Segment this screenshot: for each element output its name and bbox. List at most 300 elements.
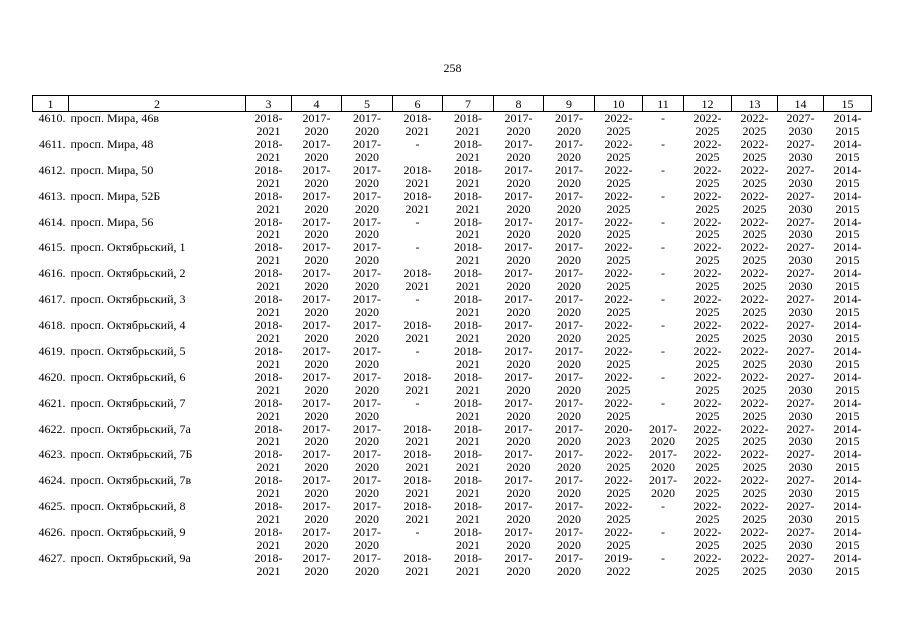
row-number: 4624. (38, 474, 66, 488)
row-number: 4627. (38, 551, 66, 565)
period-cell-col12: 2022- 2025 (693, 267, 722, 294)
period-cell-col10: 2022- 2025 (604, 137, 633, 164)
period-cell-col15: 2014- 2015 (833, 111, 862, 138)
period-cell-col5: 2017- 2020 (353, 551, 381, 578)
period-cell-col8: 2017- 2020 (504, 344, 533, 371)
address: просп. Октябрьский, 7а (70, 422, 191, 436)
table-row (33, 190, 872, 216)
period-cell-col14: 2027- 2030 (786, 370, 815, 397)
period-cell-col13: 2022- 2025 (740, 163, 769, 190)
period-cell-col10: 2019- 2022 (604, 551, 633, 578)
period-cell-col8: 2017- 2020 (504, 551, 533, 578)
table-row (33, 319, 872, 345)
period-cell-col13: 2022- 2025 (740, 526, 769, 552)
period-cell-col4: 2017- 2020 (302, 111, 331, 138)
period-cell-col6: 2018- 2021 (403, 163, 432, 190)
row-number: 4617. (38, 293, 66, 307)
period-cell-col13: 2022- 2025 (740, 293, 769, 319)
address: просп. Мира, 50 (70, 163, 154, 177)
period-cell-col12: 2022- 2025 (693, 422, 722, 449)
period-cell-col3: 2018- 2021 (254, 500, 283, 526)
period-cell-col4: 2017- 2020 (302, 344, 331, 371)
period-cell-col15: 2014- 2015 (833, 448, 862, 475)
address: просп. Октябрьский, 4 (70, 319, 186, 332)
period-cell-col8: 2017- 2020 (504, 319, 533, 345)
period-cell-col13: 2022- 2025 (740, 111, 769, 138)
period-cell-col12: 2022- 2025 (693, 163, 722, 190)
table-row (33, 216, 872, 242)
period-cell-col12: 2022- 2025 (693, 500, 722, 526)
period-cell-col12: 2022- 2025 (693, 319, 722, 345)
column-header-1: 1 (33, 96, 69, 112)
period-cell-col10: 2022- 2025 (604, 500, 633, 526)
period-cell-col13: 2022- 2025 (740, 189, 769, 216)
period-cell-col14: 2027- 2030 (786, 189, 815, 216)
period-cell-col14: 2027- 2030 (786, 344, 815, 371)
period-cell-col10: 2022- 2025 (604, 163, 633, 190)
period-cell-col12: 2022- 2025 (693, 370, 722, 397)
address: просп. Октябрьский, 7 (70, 396, 186, 410)
period-cell-col7: 2018- 2021 (454, 344, 482, 371)
period-cell-col14: 2027- 2030 (786, 215, 815, 242)
period-cell-col4: 2017- 2020 (302, 215, 331, 242)
address: просп. Мира, 52Б (70, 189, 161, 203)
period-cell-col15: 2014- 2015 (833, 319, 862, 345)
period-cell-col14: 2027- 2030 (786, 448, 815, 475)
period-cell-col8: 2017- 2020 (504, 163, 533, 190)
period-cell-col7: 2018- 2021 (454, 189, 482, 216)
period-cell-col15: 2014- 2015 (833, 189, 862, 216)
period-cell-col8: 2017- 2020 (504, 215, 533, 242)
column-header-2: 2 (69, 96, 246, 112)
period-cell-col7: 2018- 2021 (454, 500, 482, 526)
period-cell-col9: 2017- 2020 (555, 163, 583, 190)
period-cell-col8: 2017- 2020 (504, 500, 533, 526)
period-cell-col3: 2018- 2021 (254, 319, 283, 345)
period-cell-col13: 2022- 2025 (740, 241, 769, 268)
period-cell-col14: 2027- 2030 (786, 500, 815, 526)
table-header-row (33, 96, 872, 112)
period-cell-col3: 2018- 2021 (254, 448, 283, 475)
period-cell-col6: - (415, 241, 420, 255)
period-cell-col14: 2027- 2030 (786, 526, 815, 552)
period-cell-col5: 2017- 2020 (353, 319, 381, 345)
period-cell-col13: 2022- 2025 (740, 500, 769, 526)
period-cell-col10: 2022- 2025 (604, 474, 633, 501)
period-cell-col6: 2018- 2021 (403, 370, 432, 397)
period-cell-col10: 2022- 2025 (604, 215, 633, 242)
period-cell-col11: - (661, 396, 665, 410)
period-cell-col15: 2014- 2015 (833, 137, 862, 164)
period-cell-col3: 2018- 2021 (254, 163, 283, 190)
period-cell-col10: 2022- 2025 (604, 293, 633, 319)
period-cell-col15: 2014- 2015 (833, 163, 862, 190)
period-cell-col10: 2022- 2025 (604, 241, 633, 268)
address: просп. Октябрьский, 7Б (70, 448, 193, 462)
period-cell-col13: 2022- 2025 (740, 137, 769, 164)
period-cell-col14: 2027- 2030 (786, 137, 815, 164)
row-number: 4618. (38, 319, 66, 332)
period-cell-col6: - (415, 526, 420, 539)
period-cell-col11: - (661, 526, 665, 539)
period-cell-col6: - (415, 293, 420, 307)
period-cell-col6: 2018- 2021 (403, 319, 432, 345)
row-number: 4619. (38, 344, 66, 358)
period-cell-col9: 2017- 2020 (555, 474, 583, 501)
table-row (33, 293, 872, 319)
period-cell-col3: 2018- 2021 (254, 189, 283, 216)
period-cell-col9: 2017- 2020 (555, 241, 583, 268)
table-row (33, 164, 872, 190)
table-row (33, 500, 872, 526)
period-cell-col3: 2018- 2021 (254, 474, 283, 501)
period-cell-col8: 2017- 2020 (504, 422, 533, 449)
period-cell-col7: 2018- 2021 (454, 448, 482, 475)
address: просп. Октябрьский, 3 (70, 293, 186, 307)
period-cell-col10: 2022- 2025 (604, 344, 633, 371)
column-header-3: 3 (246, 96, 292, 112)
period-cell-col3: 2018- 2021 (254, 267, 283, 294)
period-cell-col3: 2018- 2021 (254, 526, 283, 552)
period-cell-col15: 2014- 2015 (833, 241, 862, 268)
period-cell-col9: 2017- 2020 (555, 448, 583, 475)
column-header-4: 4 (292, 96, 342, 112)
table-row (33, 423, 872, 449)
data-table (32, 95, 872, 578)
period-cell-col5: 2017- 2020 (353, 396, 381, 423)
period-cell-col15: 2014- 2015 (833, 500, 862, 526)
address: просп. Октябрьский, 5 (70, 344, 186, 358)
table-header (33, 96, 872, 112)
period-cell-col11: - (661, 319, 665, 332)
period-cell-col5: 2017- 2020 (353, 241, 381, 268)
period-cell-col4: 2017- 2020 (302, 448, 331, 475)
period-cell-col9: 2017- 2020 (555, 396, 583, 423)
period-cell-col12: 2022- 2025 (693, 448, 722, 475)
row-number: 4610. (38, 111, 66, 125)
row-number: 4620. (38, 370, 66, 384)
period-cell-col9: 2017- 2020 (555, 137, 583, 164)
period-cell-col10: 2022- 2025 (604, 370, 633, 397)
period-cell-col4: 2017- 2020 (302, 422, 331, 449)
period-cell-col15: 2014- 2015 (833, 474, 862, 501)
period-cell-col11: - (661, 241, 665, 255)
period-cell-col7: 2018- 2021 (454, 551, 482, 578)
period-cell-col11: - (661, 344, 665, 358)
period-cell-col10: 2022- 2025 (604, 111, 633, 138)
period-cell-col14: 2027- 2030 (786, 241, 815, 268)
period-cell-col12: 2022- 2025 (693, 111, 722, 138)
period-cell-col14: 2027- 2030 (786, 293, 815, 319)
period-cell-col7: 2018- 2021 (454, 215, 482, 242)
period-cell-col6: - (415, 344, 420, 358)
period-cell-col8: 2017- 2020 (504, 293, 533, 319)
table-row (33, 397, 872, 423)
period-cell-col3: 2018- 2021 (254, 396, 283, 423)
period-cell-col11: - (661, 215, 665, 229)
period-cell-col13: 2022- 2025 (740, 267, 769, 294)
period-cell-col12: 2022- 2025 (693, 344, 722, 371)
period-cell-col4: 2017- 2020 (302, 293, 331, 319)
period-cell-col7: 2018- 2021 (454, 526, 482, 552)
table-row (33, 112, 872, 138)
period-cell-col7: 2018- 2021 (454, 137, 482, 164)
column-header-15: 15 (824, 96, 872, 112)
period-cell-col15: 2014- 2015 (833, 293, 862, 319)
period-cell-col13: 2022- 2025 (740, 215, 769, 242)
period-cell-col14: 2027- 2030 (786, 319, 815, 345)
period-cell-col9: 2017- 2020 (555, 319, 583, 345)
period-cell-col11: - (661, 370, 665, 384)
period-cell-col6: 2018- 2021 (403, 267, 432, 294)
period-cell-col3: 2018- 2021 (254, 137, 283, 164)
address: просп. Мира, 48 (70, 137, 154, 151)
period-cell-col4: 2017- 2020 (302, 319, 331, 345)
period-cell-col8: 2017- 2020 (504, 526, 533, 552)
row-number: 4614. (38, 215, 66, 229)
period-cell-col15: 2014- 2015 (833, 215, 862, 242)
period-cell-col4: 2017- 2020 (302, 137, 331, 164)
row-number: 4623. (38, 448, 66, 462)
column-header-13: 13 (732, 96, 778, 112)
period-cell-col11: - (661, 500, 665, 514)
period-cell-col9: 2017- 2020 (555, 267, 583, 294)
period-cell-col10: 2022- 2025 (604, 448, 633, 475)
period-cell-col6: 2018- 2021 (403, 500, 432, 526)
period-cell-col3: 2018- 2021 (254, 551, 283, 578)
period-cell-col6: 2018- 2021 (403, 189, 432, 216)
period-cell-col6: - (415, 215, 420, 229)
period-cell-col9: 2017- 2020 (555, 215, 583, 242)
period-cell-col13: 2022- 2025 (740, 319, 769, 345)
column-header-11: 11 (643, 96, 684, 112)
page-number: 258 (443, 61, 462, 75)
period-cell-col5: 2017- 2020 (353, 526, 381, 552)
address: просп. Мира, 56 (70, 215, 154, 229)
period-cell-col15: 2014- 2015 (833, 396, 862, 423)
table-row (33, 552, 872, 578)
period-cell-col11: 2017- 2020 (649, 474, 677, 501)
period-cell-col10: 2022- 2025 (604, 267, 633, 294)
period-cell-col5: 2017- 2020 (353, 448, 381, 475)
period-cell-col6: 2018- 2021 (403, 422, 432, 449)
period-cell-col11: - (661, 293, 665, 307)
period-cell-col8: 2017- 2020 (504, 137, 533, 164)
column-header-6: 6 (393, 96, 443, 112)
period-cell-col7: 2018- 2021 (454, 319, 482, 345)
address: просп. Октябрьский, 6 (70, 370, 186, 384)
period-cell-col5: 2017- 2020 (353, 293, 381, 319)
column-header-10: 10 (595, 96, 643, 112)
row-number: 4613. (38, 189, 66, 203)
address: просп. Октябрьский, 9 (70, 526, 186, 539)
table-row (33, 474, 872, 500)
period-cell-col5: 2017- 2020 (353, 189, 381, 216)
period-cell-col5: 2017- 2020 (353, 137, 381, 164)
period-cell-col5: 2017- 2020 (353, 111, 381, 138)
period-cell-col7: 2018- 2021 (454, 370, 482, 397)
period-cell-col6: 2018- 2021 (403, 551, 432, 578)
period-cell-col9: 2017- 2020 (555, 422, 583, 449)
period-cell-col11: - (661, 189, 665, 203)
period-cell-col11: - (661, 163, 665, 177)
period-cell-col12: 2022- 2025 (693, 474, 722, 501)
period-cell-col8: 2017- 2020 (504, 448, 533, 475)
row-number: 4626. (38, 526, 66, 539)
period-cell-col9: 2017- 2020 (555, 526, 583, 552)
period-cell-col9: 2017- 2020 (555, 344, 583, 371)
period-cell-col4: 2017- 2020 (302, 189, 331, 216)
row-number: 4615. (38, 241, 66, 255)
row-number: 4625. (38, 500, 66, 514)
period-cell-col10: 2022- 2025 (604, 526, 633, 552)
period-cell-col10: 2022- 2025 (604, 319, 633, 345)
data-table-container (32, 95, 871, 578)
period-cell-col8: 2017- 2020 (504, 241, 533, 268)
row-number: 4611. (38, 137, 66, 151)
period-cell-col12: 2022- 2025 (693, 137, 722, 164)
table-row (33, 345, 872, 371)
period-cell-col13: 2022- 2025 (740, 422, 769, 449)
period-cell-col3: 2018- 2021 (254, 370, 283, 397)
table-row (33, 448, 872, 474)
address: просп. Мира, 46в (70, 111, 160, 125)
table-row (33, 241, 872, 267)
address: просп. Октябрьский, 2 (70, 267, 186, 281)
period-cell-col4: 2017- 2020 (302, 500, 331, 526)
period-cell-col7: 2018- 2021 (454, 267, 482, 294)
period-cell-col15: 2014- 2015 (833, 370, 862, 397)
period-cell-col9: 2017- 2020 (555, 500, 583, 526)
table-row (33, 371, 872, 397)
period-cell-col8: 2017- 2020 (504, 111, 533, 138)
period-cell-col4: 2017- 2020 (302, 396, 331, 423)
period-cell-col6: - (415, 396, 420, 410)
row-number: 4616. (38, 267, 66, 281)
period-cell-col5: 2017- 2020 (353, 474, 381, 501)
table-row (33, 526, 872, 552)
period-cell-col10: 2022- 2025 (604, 189, 633, 216)
period-cell-col15: 2014- 2015 (833, 422, 862, 449)
period-cell-col13: 2022- 2025 (740, 396, 769, 423)
period-cell-col12: 2022- 2025 (693, 293, 722, 319)
period-cell-col6: 2018- 2021 (403, 474, 432, 501)
period-cell-col7: 2018- 2021 (454, 241, 482, 268)
period-cell-col9: 2017- 2020 (555, 551, 583, 578)
table-row (33, 267, 872, 293)
period-cell-col6: 2018- 2021 (403, 111, 432, 138)
period-cell-col8: 2017- 2020 (504, 474, 533, 501)
period-cell-col12: 2022- 2025 (693, 526, 722, 552)
period-cell-col13: 2022- 2025 (740, 474, 769, 501)
period-cell-col12: 2022- 2025 (693, 215, 722, 242)
period-cell-col11: - (661, 267, 665, 281)
period-cell-col12: 2022- 2025 (693, 241, 722, 268)
period-cell-col14: 2027- 2030 (786, 474, 815, 501)
period-cell-col14: 2027- 2030 (786, 422, 815, 449)
period-cell-col4: 2017- 2020 (302, 526, 331, 552)
period-cell-col7: 2018- 2021 (454, 396, 482, 423)
column-header-9: 9 (544, 96, 595, 112)
period-cell-col13: 2022- 2025 (740, 344, 769, 371)
period-cell-col4: 2017- 2020 (302, 474, 331, 501)
period-cell-col13: 2022- 2025 (740, 370, 769, 397)
table-row (33, 138, 872, 164)
period-cell-col5: 2017- 2020 (353, 500, 381, 526)
period-cell-col10: 2020- 2023 (604, 422, 633, 449)
period-cell-col4: 2017- 2020 (302, 267, 331, 294)
period-cell-col15: 2014- 2015 (833, 344, 862, 371)
period-cell-col9: 2017- 2020 (555, 370, 583, 397)
period-cell-col9: 2017- 2020 (555, 293, 583, 319)
period-cell-col7: 2018- 2021 (454, 111, 482, 138)
period-cell-col8: 2017- 2020 (504, 189, 533, 216)
period-cell-col7: 2018- 2021 (454, 293, 482, 319)
period-cell-col12: 2022- 2025 (693, 551, 722, 578)
period-cell-col4: 2017- 2020 (302, 370, 331, 397)
period-cell-col14: 2027- 2030 (786, 163, 815, 190)
period-cell-col14: 2027- 2030 (786, 111, 815, 138)
address: просп. Октябрьский, 1 (70, 241, 186, 255)
period-cell-col3: 2018- 2021 (254, 241, 283, 268)
period-cell-col5: 2017- 2020 (353, 344, 381, 371)
period-cell-col4: 2017- 2020 (302, 551, 331, 578)
period-cell-col13: 2022- 2025 (740, 448, 769, 475)
row-number: 4621. (38, 396, 66, 410)
period-cell-col8: 2017- 2020 (504, 396, 533, 423)
period-cell-col7: 2018- 2021 (454, 422, 482, 449)
column-header-7: 7 (443, 96, 494, 112)
period-cell-col5: 2017- 2020 (353, 422, 381, 449)
period-cell-col7: 2018- 2021 (454, 163, 482, 190)
period-cell-col14: 2027- 2030 (786, 396, 815, 423)
period-cell-col11: - (661, 137, 665, 151)
column-header-8: 8 (494, 96, 544, 112)
period-cell-col3: 2018- 2021 (254, 111, 283, 138)
period-cell-col5: 2017- 2020 (353, 370, 381, 397)
period-cell-col7: 2018- 2021 (454, 474, 482, 501)
period-cell-col8: 2017- 2020 (504, 267, 533, 294)
period-cell-col9: 2017- 2020 (555, 189, 583, 216)
period-cell-col12: 2022- 2025 (693, 189, 722, 216)
period-cell-col5: 2017- 2020 (353, 163, 381, 190)
period-cell-col6: 2018- 2021 (403, 448, 432, 475)
period-cell-col3: 2018- 2021 (254, 344, 283, 371)
column-header-14: 14 (778, 96, 824, 112)
column-header-5: 5 (342, 96, 393, 112)
period-cell-col9: 2017- 2020 (555, 111, 583, 138)
period-cell-col15: 2014- 2015 (833, 526, 862, 552)
period-cell-col13: 2022- 2025 (740, 551, 769, 578)
period-cell-col11: 2017- 2020 (649, 448, 677, 475)
row-number: 4612. (38, 163, 66, 177)
period-cell-col12: 2022- 2025 (693, 396, 722, 423)
column-header-12: 12 (684, 96, 732, 112)
address: просп. Октябрьский, 9а (70, 551, 191, 565)
period-cell-col3: 2018- 2021 (254, 422, 283, 449)
address: просп. Октябрьский, 8 (70, 500, 186, 514)
period-cell-col11: 2017- 2020 (649, 422, 677, 449)
table-body (33, 112, 872, 578)
period-cell-col14: 2027- 2030 (786, 267, 815, 294)
period-cell-col11: - (661, 111, 665, 125)
period-cell-col5: 2017- 2020 (353, 215, 381, 242)
period-cell-col15: 2014- 2015 (833, 551, 862, 578)
period-cell-col11: - (661, 551, 665, 565)
row-number: 4622. (38, 422, 66, 436)
period-cell-col10: 2022- 2025 (604, 396, 633, 423)
period-cell-col4: 2017- 2020 (302, 163, 331, 190)
